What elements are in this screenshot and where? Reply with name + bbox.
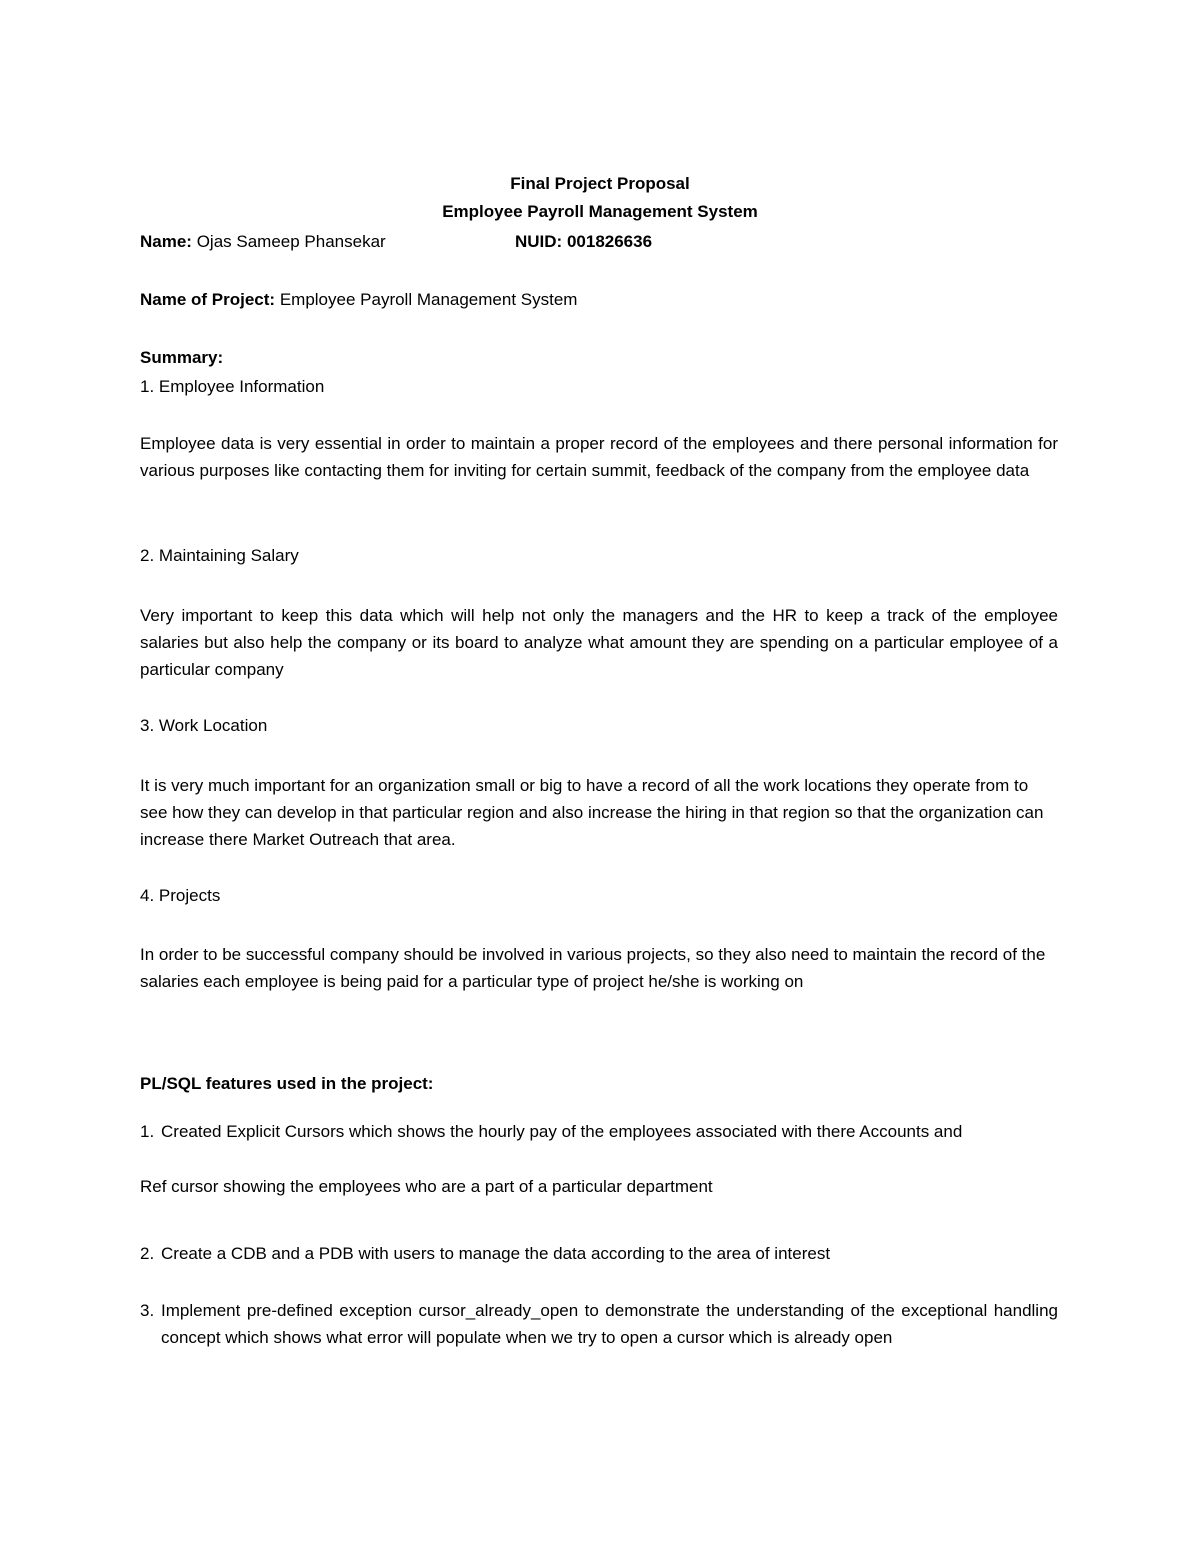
- summary-item-title-text: Projects: [158, 886, 221, 905]
- summary-item-title-text: Employee Information: [158, 377, 325, 396]
- feature-item: [140, 1118, 1058, 1145]
- features-heading: PL/SQL features used in the project:: [140, 1074, 434, 1093]
- feature-item-number: 1.: [140, 1122, 155, 1141]
- nuid-value: 001826636: [566, 232, 653, 251]
- summary-item-body: Very important to keep this data which will help not only the managers and the HR to keep a track of the employee salaries but also help the company or its board to analyze what amount they are spending on a particular employee of a particular company: [140, 606, 1058, 679]
- feature-item-continuation: Ref cursor showing the employees who are a part of a particular department: [140, 1177, 713, 1196]
- feature-item: [140, 1240, 1058, 1267]
- summary-heading: Summary:: [140, 348, 224, 367]
- feature-item: [140, 1297, 1058, 1351]
- summary-item-number: 3.: [140, 716, 155, 735]
- project-name-label: Name of Project:: [140, 290, 276, 309]
- summary-item-title-text: Maintaining Salary: [158, 546, 299, 565]
- summary-item-title-text: Work Location: [158, 716, 268, 735]
- summary-item-title: [140, 545, 299, 567]
- summary-item-number: 4.: [140, 886, 155, 905]
- nuid-label: NUID:: [515, 232, 563, 251]
- summary-item-title: [140, 885, 220, 907]
- feature-item-text: Created Explicit Cursors which shows the hourly pay of the employees associated with there Accounts and: [161, 1122, 963, 1141]
- summary-item-number: 2.: [140, 546, 155, 565]
- feature-item-text: Create a CDB and a PDB with users to manage the data according to the area of interest: [161, 1244, 831, 1263]
- name-row: [140, 231, 386, 253]
- summary-item-body: It is very much important for an organization small or big to have a record of all the work locations they operate from to see how they can develop in that particular region and also increase the hiring in that region so that the organization can increase there Market Outreach that area.: [140, 776, 1044, 849]
- summary-item-number: 1.: [140, 377, 155, 396]
- summary-item-title: [140, 376, 324, 398]
- name-label: Name:: [140, 232, 192, 251]
- document-title: Final Project Proposal: [510, 174, 690, 193]
- summary-item-body: In order to be successful company should be involved in various projects, so they also need to maintain the record of the salaries each employee is being paid for a particular type of project he/she is working on: [140, 945, 1046, 991]
- document-subtitle: Employee Payroll Management System: [442, 202, 758, 221]
- name-value: Ojas Sameep Phansekar: [196, 232, 386, 251]
- summary-item-body: Employee data is very essential in order to maintain a proper record of the employees and there personal information for various purposes like contacting them for inviting for certain summit, feedback of the company from the employee data: [140, 434, 1058, 480]
- project-name-value: Employee Payroll Management System: [279, 290, 578, 309]
- feature-item-number: 3.: [140, 1301, 155, 1320]
- summary-item-title: [140, 715, 267, 737]
- project-name-row: [140, 289, 577, 311]
- feature-item-number: 2.: [140, 1244, 155, 1263]
- feature-item-text: Implement pre-defined exception cursor_already_open to demonstrate the understanding of the exceptional handling concept which shows what error will populate when we try to open a cursor which is already open: [161, 1301, 1058, 1347]
- nuid-row: [515, 231, 652, 253]
